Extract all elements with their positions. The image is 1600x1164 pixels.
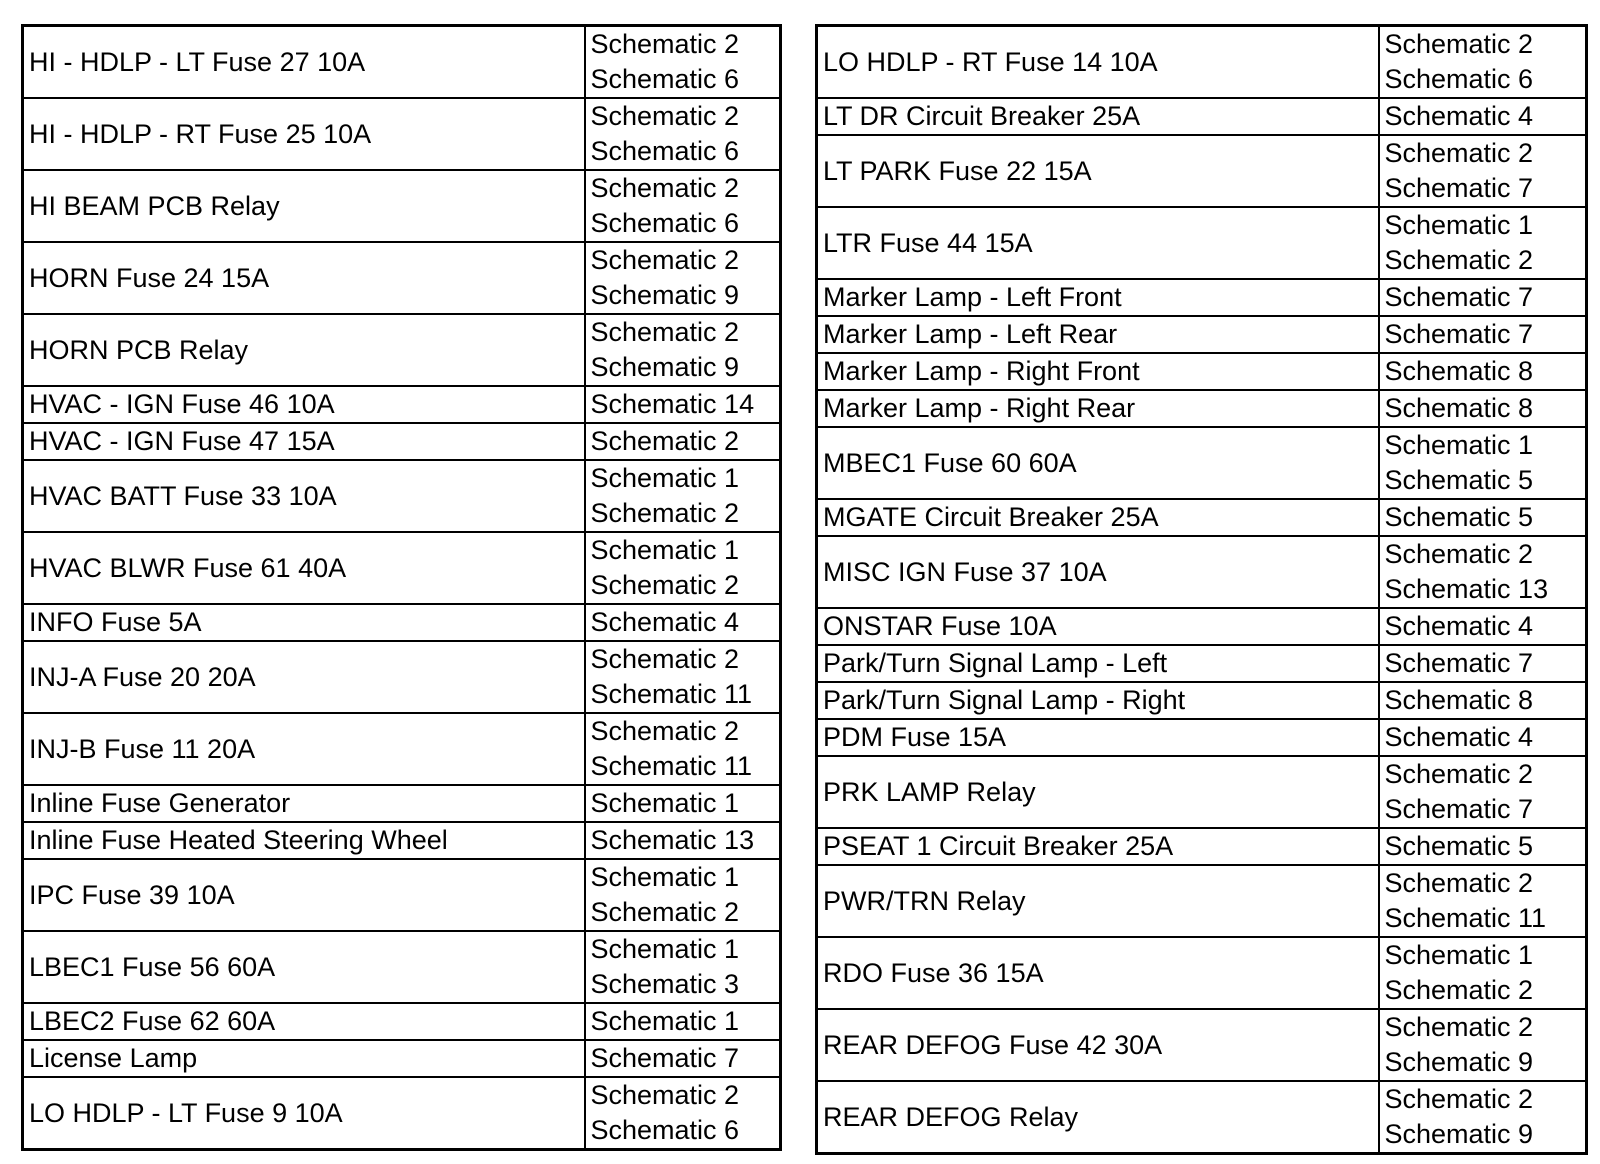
schematic-refs-cell bbox=[1379, 427, 1587, 499]
schematic-refs-cell bbox=[1379, 536, 1587, 608]
schematic-ref: Schematic 1 bbox=[590, 463, 740, 493]
schematic-ref: Schematic 1 bbox=[590, 1006, 740, 1036]
table-row bbox=[23, 822, 781, 859]
schematic-ref: Schematic 2 bbox=[590, 897, 740, 927]
schematic-ref: Schematic 14 bbox=[590, 389, 755, 419]
schematic-ref: Schematic 9 bbox=[590, 280, 740, 310]
schematic-ref: Schematic 8 bbox=[1384, 685, 1534, 715]
schematic-refs-cell bbox=[1379, 719, 1587, 756]
component-name-cell: LO HDLP - RT Fuse 14 10A bbox=[817, 26, 1379, 99]
schematic-ref: Schematic 2 bbox=[1384, 868, 1534, 898]
table-row bbox=[817, 682, 1587, 719]
schematic-refs-cell bbox=[585, 713, 781, 785]
schematic-ref: Schematic 4 bbox=[590, 607, 740, 637]
table-row bbox=[23, 713, 781, 785]
schematic-ref: Schematic 2 bbox=[590, 716, 740, 746]
table-row bbox=[817, 756, 1587, 828]
component-name-cell: LO HDLP - LT Fuse 9 10A bbox=[23, 1077, 585, 1150]
schematic-ref: Schematic 2 bbox=[590, 644, 740, 674]
table-row bbox=[23, 785, 781, 822]
schematic-refs-cell bbox=[585, 1040, 781, 1077]
schematic-ref: Schematic 8 bbox=[1384, 356, 1534, 386]
table-row bbox=[817, 390, 1587, 427]
table-row bbox=[817, 937, 1587, 1009]
table-row bbox=[817, 499, 1587, 536]
schematic-refs-cell bbox=[1379, 207, 1587, 279]
table-row bbox=[23, 931, 781, 1003]
schematic-ref: Schematic 1 bbox=[590, 535, 740, 565]
table-row bbox=[817, 828, 1587, 865]
component-name-cell: INJ-A Fuse 20 20A bbox=[23, 641, 585, 713]
schematic-ref: Schematic 1 bbox=[590, 862, 740, 892]
component-name-cell: IPC Fuse 39 10A bbox=[23, 859, 585, 931]
schematic-ref: Schematic 6 bbox=[590, 64, 740, 94]
schematic-refs-cell bbox=[1379, 279, 1587, 316]
component-name-cell: Inline Fuse Heated Steering Wheel bbox=[23, 822, 585, 859]
schematic-refs-cell bbox=[1379, 682, 1587, 719]
schematic-ref: Schematic 5 bbox=[1384, 502, 1534, 532]
schematic-refs-cell bbox=[1379, 499, 1587, 536]
schematic-ref: Schematic 4 bbox=[1384, 611, 1534, 641]
schematic-ref: Schematic 2 bbox=[590, 245, 740, 275]
table-row bbox=[23, 1077, 781, 1150]
table-row bbox=[817, 135, 1587, 207]
schematic-refs-cell bbox=[1379, 608, 1587, 645]
schematic-refs-cell bbox=[1379, 937, 1587, 1009]
schematic-ref: Schematic 1 bbox=[590, 788, 740, 818]
schematic-ref: Schematic 1 bbox=[1384, 210, 1534, 240]
table-row bbox=[817, 427, 1587, 499]
schematic-refs-cell bbox=[1379, 1081, 1587, 1154]
component-name-cell: LTR Fuse 44 15A bbox=[817, 207, 1379, 279]
schematic-ref: Schematic 8 bbox=[1384, 393, 1534, 423]
component-name-cell: Marker Lamp - Left Front bbox=[817, 279, 1379, 316]
schematic-refs-cell bbox=[1379, 135, 1587, 207]
schematic-refs-cell bbox=[585, 98, 781, 170]
component-name-cell: LT PARK Fuse 22 15A bbox=[817, 135, 1379, 207]
schematic-ref: Schematic 2 bbox=[1384, 1012, 1534, 1042]
schematic-ref: Schematic 2 bbox=[590, 1080, 740, 1110]
schematic-refs-cell bbox=[1379, 645, 1587, 682]
component-name-cell: Park/Turn Signal Lamp - Left bbox=[817, 645, 1379, 682]
schematic-refs-cell bbox=[1379, 865, 1587, 937]
table-row bbox=[23, 1040, 781, 1077]
schematic-refs-cell bbox=[585, 386, 781, 423]
component-index-table-left bbox=[21, 24, 782, 1151]
component-name-cell: INJ-B Fuse 11 20A bbox=[23, 713, 585, 785]
schematic-refs-cell bbox=[585, 1077, 781, 1150]
component-name-cell: MISC IGN Fuse 37 10A bbox=[817, 536, 1379, 608]
table-body-left bbox=[23, 26, 781, 1150]
schematic-refs-cell bbox=[1379, 316, 1587, 353]
schematic-refs-cell bbox=[1379, 828, 1587, 865]
component-name-cell: HI BEAM PCB Relay bbox=[23, 170, 585, 242]
schematic-refs-cell bbox=[585, 314, 781, 386]
component-name-cell: HVAC BATT Fuse 33 10A bbox=[23, 460, 585, 532]
schematic-refs-cell bbox=[585, 423, 781, 460]
table-row bbox=[817, 645, 1587, 682]
table-row bbox=[817, 536, 1587, 608]
schematic-ref: Schematic 7 bbox=[1384, 794, 1534, 824]
schematic-ref: Schematic 2 bbox=[590, 101, 740, 131]
component-name-cell: LT DR Circuit Breaker 25A bbox=[817, 98, 1379, 135]
table-row bbox=[817, 98, 1587, 135]
schematic-ref: Schematic 11 bbox=[590, 679, 753, 709]
table-row bbox=[817, 207, 1587, 279]
schematic-ref: Schematic 13 bbox=[590, 825, 755, 855]
schematic-ref: Schematic 2 bbox=[1384, 138, 1534, 168]
component-name-cell: RDO Fuse 36 15A bbox=[817, 937, 1379, 1009]
component-name-cell: Park/Turn Signal Lamp - Right bbox=[817, 682, 1379, 719]
schematic-ref: Schematic 2 bbox=[1384, 975, 1534, 1005]
table-row bbox=[817, 316, 1587, 353]
table-row bbox=[23, 242, 781, 314]
table-body-right bbox=[817, 26, 1587, 1154]
schematic-ref: Schematic 7 bbox=[590, 1043, 740, 1073]
schematic-ref: Schematic 7 bbox=[1384, 282, 1534, 312]
table-row bbox=[23, 170, 781, 242]
component-name-cell: Inline Fuse Generator bbox=[23, 785, 585, 822]
schematic-refs-cell bbox=[1379, 98, 1587, 135]
schematic-ref: Schematic 4 bbox=[1384, 722, 1534, 752]
schematic-ref: Schematic 5 bbox=[1384, 831, 1534, 861]
component-name-cell: HI - HDLP - RT Fuse 25 10A bbox=[23, 98, 585, 170]
schematic-ref: Schematic 4 bbox=[1384, 101, 1534, 131]
schematic-ref: Schematic 2 bbox=[1384, 1084, 1534, 1114]
component-name-cell: Marker Lamp - Left Rear bbox=[817, 316, 1379, 353]
table-row bbox=[23, 98, 781, 170]
schematic-ref: Schematic 2 bbox=[1384, 245, 1534, 275]
schematic-ref: Schematic 6 bbox=[1384, 64, 1534, 94]
component-name-cell: ONSTAR Fuse 10A bbox=[817, 608, 1379, 645]
table-row bbox=[23, 604, 781, 641]
schematic-ref: Schematic 6 bbox=[590, 136, 740, 166]
schematic-ref: Schematic 1 bbox=[1384, 940, 1534, 970]
schematic-refs-cell bbox=[585, 604, 781, 641]
schematic-ref: Schematic 1 bbox=[1384, 430, 1534, 460]
schematic-ref: Schematic 2 bbox=[590, 317, 740, 347]
component-name-cell: INFO Fuse 5A bbox=[23, 604, 585, 641]
table-row bbox=[23, 1003, 781, 1040]
schematic-refs-cell bbox=[1379, 1009, 1587, 1081]
table-row bbox=[817, 353, 1587, 390]
component-name-cell: License Lamp bbox=[23, 1040, 585, 1077]
schematic-ref: Schematic 9 bbox=[590, 352, 740, 382]
schematic-refs-cell bbox=[1379, 390, 1587, 427]
schematic-refs-cell bbox=[1379, 756, 1587, 828]
schematic-refs-cell bbox=[585, 859, 781, 931]
schematic-ref: Schematic 5 bbox=[1384, 465, 1534, 495]
component-name-cell: HI - HDLP - LT Fuse 27 10A bbox=[23, 26, 585, 99]
component-name-cell: MGATE Circuit Breaker 25A bbox=[817, 499, 1379, 536]
component-name-cell: PRK LAMP Relay bbox=[817, 756, 1379, 828]
schematic-refs-cell bbox=[585, 532, 781, 604]
schematic-ref: Schematic 2 bbox=[1384, 539, 1534, 569]
component-name-cell: Marker Lamp - Right Rear bbox=[817, 390, 1379, 427]
component-name-cell: REAR DEFOG Relay bbox=[817, 1081, 1379, 1154]
schematic-refs-cell bbox=[585, 170, 781, 242]
table-row bbox=[817, 279, 1587, 316]
table-row bbox=[817, 1009, 1587, 1081]
schematic-refs-cell bbox=[585, 822, 781, 859]
schematic-ref: Schematic 6 bbox=[590, 208, 740, 238]
schematic-ref: Schematic 7 bbox=[1384, 319, 1534, 349]
schematic-ref: Schematic 3 bbox=[590, 969, 740, 999]
table-row bbox=[817, 26, 1587, 99]
component-name-cell: HVAC BLWR Fuse 61 40A bbox=[23, 532, 585, 604]
table-row bbox=[817, 608, 1587, 645]
component-name-cell: Marker Lamp - Right Front bbox=[817, 353, 1379, 390]
component-name-cell: HVAC - IGN Fuse 46 10A bbox=[23, 386, 585, 423]
table-row bbox=[23, 532, 781, 604]
table-row bbox=[23, 859, 781, 931]
schematic-refs-cell bbox=[585, 931, 781, 1003]
table-row bbox=[23, 423, 781, 460]
schematic-ref: Schematic 1 bbox=[590, 934, 740, 964]
component-name-cell: LBEC1 Fuse 56 60A bbox=[23, 931, 585, 1003]
table-row bbox=[817, 719, 1587, 756]
component-name-cell: LBEC2 Fuse 62 60A bbox=[23, 1003, 585, 1040]
schematic-ref: Schematic 9 bbox=[1384, 1047, 1534, 1077]
table-row bbox=[23, 26, 781, 99]
table-row bbox=[23, 386, 781, 423]
schematic-ref: Schematic 7 bbox=[1384, 648, 1534, 678]
schematic-refs-cell bbox=[585, 26, 781, 99]
schematic-ref: Schematic 2 bbox=[1384, 29, 1534, 59]
component-name-cell: MBEC1 Fuse 60 60A bbox=[817, 427, 1379, 499]
schematic-refs-cell bbox=[585, 1003, 781, 1040]
table-row bbox=[23, 460, 781, 532]
table-row bbox=[23, 314, 781, 386]
component-name-cell: HVAC - IGN Fuse 47 15A bbox=[23, 423, 585, 460]
schematic-refs-cell bbox=[585, 242, 781, 314]
schematic-ref: Schematic 9 bbox=[1384, 1119, 1534, 1149]
schematic-refs-cell bbox=[585, 460, 781, 532]
component-index-table-right bbox=[815, 24, 1588, 1155]
schematic-ref: Schematic 11 bbox=[1384, 903, 1547, 933]
component-name-cell: HORN Fuse 24 15A bbox=[23, 242, 585, 314]
component-name-cell: PDM Fuse 15A bbox=[817, 719, 1379, 756]
schematic-refs-cell bbox=[1379, 26, 1587, 99]
table-row bbox=[23, 641, 781, 713]
component-name-cell: PWR/TRN Relay bbox=[817, 865, 1379, 937]
schematic-ref: Schematic 2 bbox=[590, 570, 740, 600]
schematic-ref: Schematic 6 bbox=[590, 1115, 740, 1145]
table-row bbox=[817, 865, 1587, 937]
schematic-ref: Schematic 2 bbox=[590, 498, 740, 528]
schematic-refs-cell bbox=[585, 785, 781, 822]
table-row bbox=[817, 1081, 1587, 1154]
schematic-ref: Schematic 2 bbox=[590, 29, 740, 59]
schematic-ref: Schematic 7 bbox=[1384, 173, 1534, 203]
schematic-refs-cell bbox=[585, 641, 781, 713]
schematic-ref: Schematic 2 bbox=[590, 173, 740, 203]
schematic-refs-cell bbox=[1379, 353, 1587, 390]
schematic-ref: Schematic 11 bbox=[590, 751, 753, 781]
component-name-cell: REAR DEFOG Fuse 42 30A bbox=[817, 1009, 1379, 1081]
component-name-cell: PSEAT 1 Circuit Breaker 25A bbox=[817, 828, 1379, 865]
schematic-ref: Schematic 13 bbox=[1384, 574, 1549, 604]
schematic-ref: Schematic 2 bbox=[1384, 759, 1534, 789]
component-name-cell: HORN PCB Relay bbox=[23, 314, 585, 386]
schematic-ref: Schematic 2 bbox=[590, 426, 740, 456]
